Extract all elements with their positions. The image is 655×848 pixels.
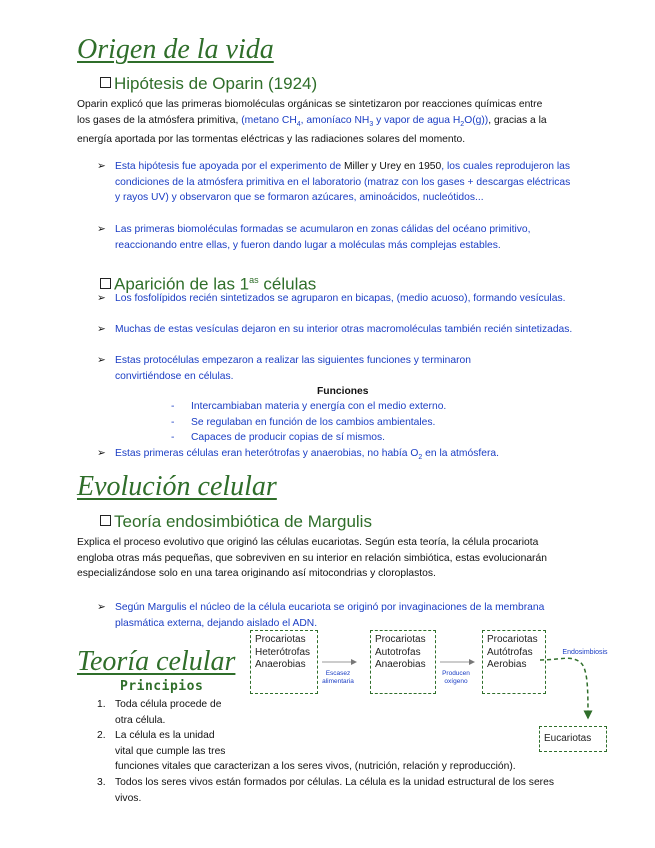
arrow-bullet-icon: ➢ <box>97 355 106 366</box>
label-escasez: Escasez alimentaria <box>322 670 354 685</box>
arrow-bullet-icon: ➢ <box>97 324 106 335</box>
bullet-miller: ➢ Esta hipótesis fue apoyada por el experimento de Miller y Urey en 1950, los cuales reprodujeron las condiciones de la atmósfera primitiva en el laboratorio (matraz con los gases + descargas eléctricas y rayos UV) y observaron que se formaron azúcares, aminoácidos, nucleótidos... <box>97 161 571 204</box>
funcion-item: - Se regulaban en función de los cambios ambientales. <box>171 417 436 428</box>
bullet-heterotrofas: ➢ Estas primeras células eran heterótrofas y anaerobias, no había $O_2$ en la atmósfera. <box>97 448 499 462</box>
bullet-fosfolipidos: ➢ Los fosfolípidos recién sintetizados se agruparon en bicapas, (medio acuoso), formando vesículas. <box>115 291 580 307</box>
heading-oparin-text: Hipótesis de Oparin (1924) <box>114 74 318 93</box>
title-origen: Origen de la vida <box>77 34 274 65</box>
arrow-endosimbiosis-icon <box>540 658 588 718</box>
diagram-box-autotrofas-anaerobias: Procariotas Autotrofas Anaerobias <box>370 630 436 694</box>
arrow-bullet-icon: ➢ <box>97 448 106 459</box>
diagram-box-aerobias: Procariotas Autótrofas Aerobias <box>482 630 546 694</box>
arrow-bullet-icon: ➢ <box>97 602 106 613</box>
margulis-text: Explica el proceso evolutivo que originó las células eucariotas. Según esta teoría, la célula procariota engloba otras más pequeñas, que sobreviven en su interior en relación simbiótica, estas evolucionarán especializándose solo en una tarea originando así mitocondrias y cloroplastos. <box>77 537 547 580</box>
funciones-title: Funciones <box>317 386 369 397</box>
bullet-protocelulas: ➢ Estas protocélulas empezaron a realizar las siguientes funciones y terminaron convirtiéndose en células. <box>97 355 472 382</box>
title-teoria-celular: Teoría celular <box>77 646 236 677</box>
diagram-box-heterotrofas: Procariotas Heterótrofas Anaerobias <box>250 630 318 694</box>
arrow-bullet-icon: ➢ <box>97 161 106 172</box>
oparin-intro: Oparin explicó que las primeras biomoléculas orgánicas se sintetizaron por reacciones químicas entre los gases de la atmósfera primitiva, (metano $CH_4$, amoníaco $NH_3$ y vapor de agua $H_2O(g)$), gracias a la energía aportada por las tormentas eléctricas y las radiaciones solares del momento. <box>77 99 547 146</box>
diagram-box-eucariotas: Eucariotas <box>539 726 607 752</box>
label-oxigeno: Producen oxígeno <box>442 670 470 685</box>
principio-item-1: 1. Toda célula procede de otra célula. <box>97 699 222 726</box>
bullet-margulis-nucleo: ➢ Según Margulis el núcleo de la célula eucariota se originó por invaginaciones de la membrana plasmática externa, dejando aislado el ADN. <box>97 602 545 629</box>
funcion-item: - Capaces de producir copias de sí mismos. <box>171 432 386 443</box>
arrow-bullet-icon: ➢ <box>97 224 106 235</box>
bullet-vesiculas: ➢ Muchas de estas vesículas dejaron en su interior otras macromoléculas también recién sintetizadas. <box>115 322 575 338</box>
heading-margulis: Teoría endosimbiótica de Margulis <box>100 512 372 532</box>
heading-celulas: Aparición de las $1^{as}$ células <box>100 270 316 295</box>
title-evolucion: Evolución celular <box>77 471 277 502</box>
principio-item-3: 3. Todos los seres vivos están formados por células. La célula es la unidad estructural de los seres vivos. <box>97 777 554 804</box>
label-endosimbiosis: Endosimbiosis <box>562 649 608 656</box>
principios-title: Principios <box>120 679 204 694</box>
principio-item-2: 2. La célula es la unidad vital que cumple las tres funciones vitales que caracterizan a los seres vivos, (nutrición, relación y reproducción). <box>97 730 516 773</box>
arrow-bullet-icon: ➢ <box>97 293 106 304</box>
funcion-item: - Intercambiaban materia y energía con el medio externo. <box>171 401 447 412</box>
bullet-biomoleculas: ➢ Las primeras biomoléculas formadas se acumularon en zonas cálidas del océano primitivo, reaccionando entre ellas, y fueron dando lugar a moléculas más complejas estables. <box>97 224 531 251</box>
